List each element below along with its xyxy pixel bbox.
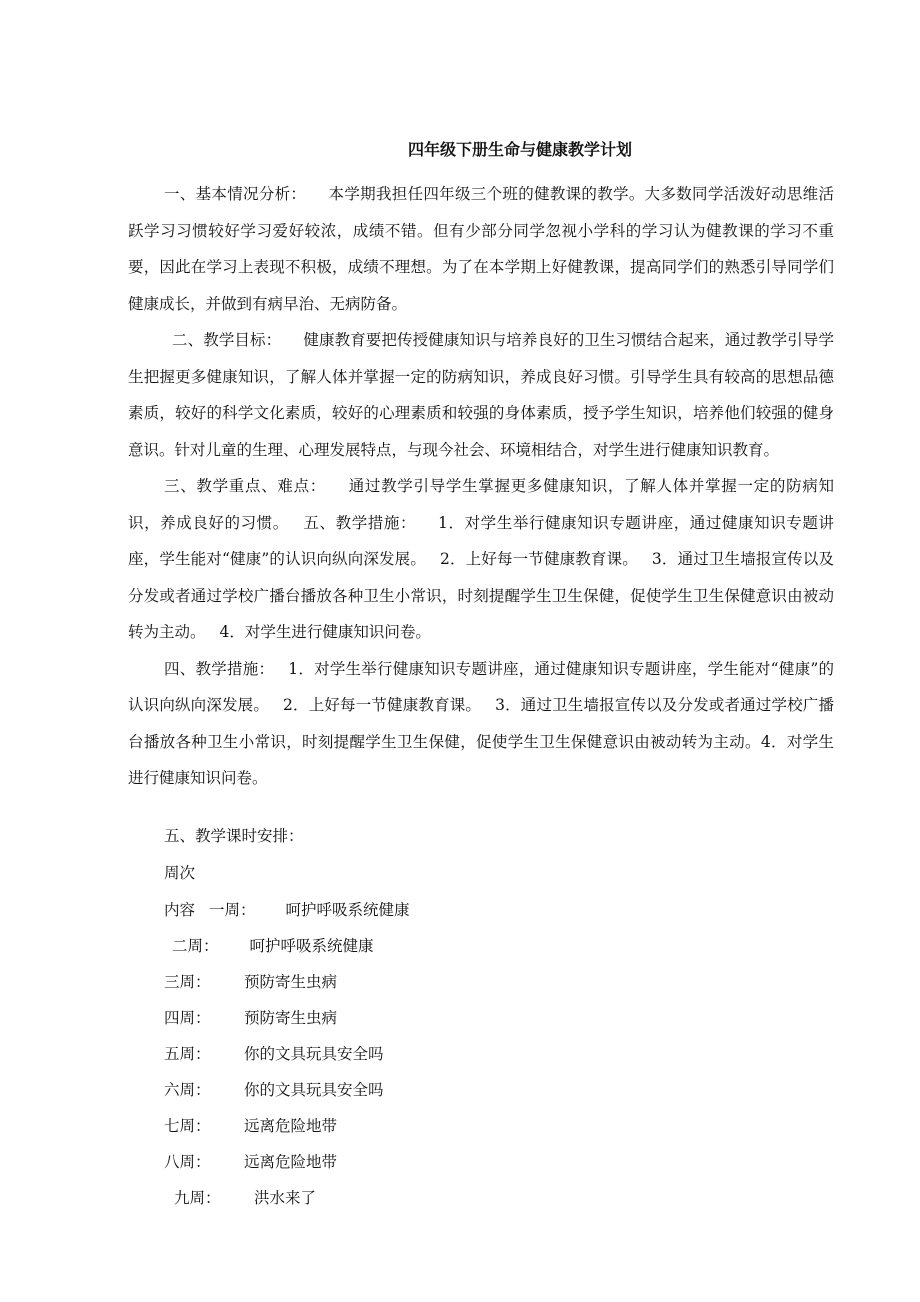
measure-item: 4．对学生进行健康知识问卷。 [219,623,431,641]
measure-item: 3．通过卫生墙报宣传以及分发或者通过学校广播台播放各种卫生小常识，时刻提醒学生卫生保健，促使学生卫生保健意识由被动转为主动。 [128,550,834,641]
schedule-row [174,1187,317,1209]
section-teaching-goals [128,322,834,468]
schedule-row [164,1151,338,1173]
schedule-row [172,935,374,957]
section-key-points [128,468,834,651]
schedule-topic: 呵护呼吸系统健康 [249,937,374,955]
measure-item: 3．通过卫生墙报宣传以及分发或者通过学校广播台播放各种卫生小常识，时刻提醒学生卫生保健，促使学生卫生保健意识由被动转为主动。 [128,696,834,751]
schedule-topic: 预防寄生虫病 [244,973,338,991]
schedule-topic: 呵护呼吸系统健康 [285,901,410,919]
section-teaching-measures [128,651,834,797]
section-heading: 三、教学重点、难点： [164,477,326,495]
schedule-row [164,899,410,921]
schedule-topic: 你的文具玩具安全吗 [244,1045,384,1063]
schedule-week: 四周： [164,1009,211,1027]
schedule-row [164,1043,384,1065]
schedule-week: 一周： [209,901,256,919]
section-text: 本学期我担任四年级三个班的健教课的教学。大多数同学活泼好动思维活跃学习习惯较好学习爱好较浓，成绩不错。但有少部分同学忽视小学科的学习认为健教课的学习不重要，因此在学习上表现不积极，成绩不理想。为了在本学期上好健教课，提高同学们的熟悉引导同学们健康成长，并做到有病早治、无病防备。 [128,185,834,313]
section-heading: 二、教学目标： [172,331,282,349]
schedule-topic: 远离危险地带 [244,1153,338,1171]
schedule-topic: 远离危险地带 [244,1117,338,1135]
schedule-week: 六周： [164,1081,211,1099]
schedule-row [164,1007,338,1029]
measure-item: 1．对学生举行健康知识专题讲座，通过健康知识专题讲座，学生能对“健康”的认识向纵向深发展。 [128,659,834,714]
measure-item: 1．对学生举行健康知识专题讲座，通过健康知识专题讲座，学生能对“健康”的认识向纵向深发展。 [128,513,834,568]
schedule-week: 二周： [172,937,219,955]
schedule-row [164,971,338,993]
schedule-content-header: 内容 [164,901,196,919]
document-body [128,176,834,797]
schedule-week: 五周： [164,1045,211,1063]
section-heading: 一、基本情况分析： [164,185,307,203]
schedule-row [164,1079,384,1101]
schedule-week: 三周： [164,973,211,991]
schedule-week: 九周： [174,1189,221,1207]
section-text: 通过教学引导学生掌握更多健康知识，了解人体并掌握一定的防病知识，养成良好的习惯。 [128,477,834,532]
document-title: 四年级下册生命与健康教学计划 [407,140,632,159]
schedule-week-header: 周次 [164,864,196,882]
section-heading: 四、教学措施： [164,659,275,678]
measure-item: 4．对学生进行健康知识问卷。 [128,732,834,787]
measure-item: 2．上好每一节健康教育课。 [283,696,482,714]
inline-heading: 五、教学措施： [302,513,417,532]
schedule-week: 八周： [164,1153,211,1171]
schedule-topic: 洪水来了 [254,1189,317,1207]
schedule-row [164,1115,338,1137]
schedule-topic: 预防寄生虫病 [244,1009,338,1027]
section-basic-analysis [128,176,834,322]
section-text: 健康教育要把传授健康知识与培养良好的卫生习惯结合起来，通过教学引导学生把握更多健康知识，了解人体并掌握一定的防病知识，养成良好习惯。引导学生具有较高的思想品德素质，较好的科学文化素质，较好的心理素质和较强的身体素质，授予学生知识，培养他们较强的健身意识。针对儿童的生理、心理发展特点，与现今社会、环境相结合，对学生进行健康知识教育。 [128,331,834,459]
measure-item: 2．上好每一节健康教育课。 [439,550,638,568]
schedule-topic: 你的文具玩具安全吗 [244,1081,384,1099]
schedule-week: 七周： [164,1117,211,1135]
schedule-heading: 五、教学课时安排： [164,827,304,845]
